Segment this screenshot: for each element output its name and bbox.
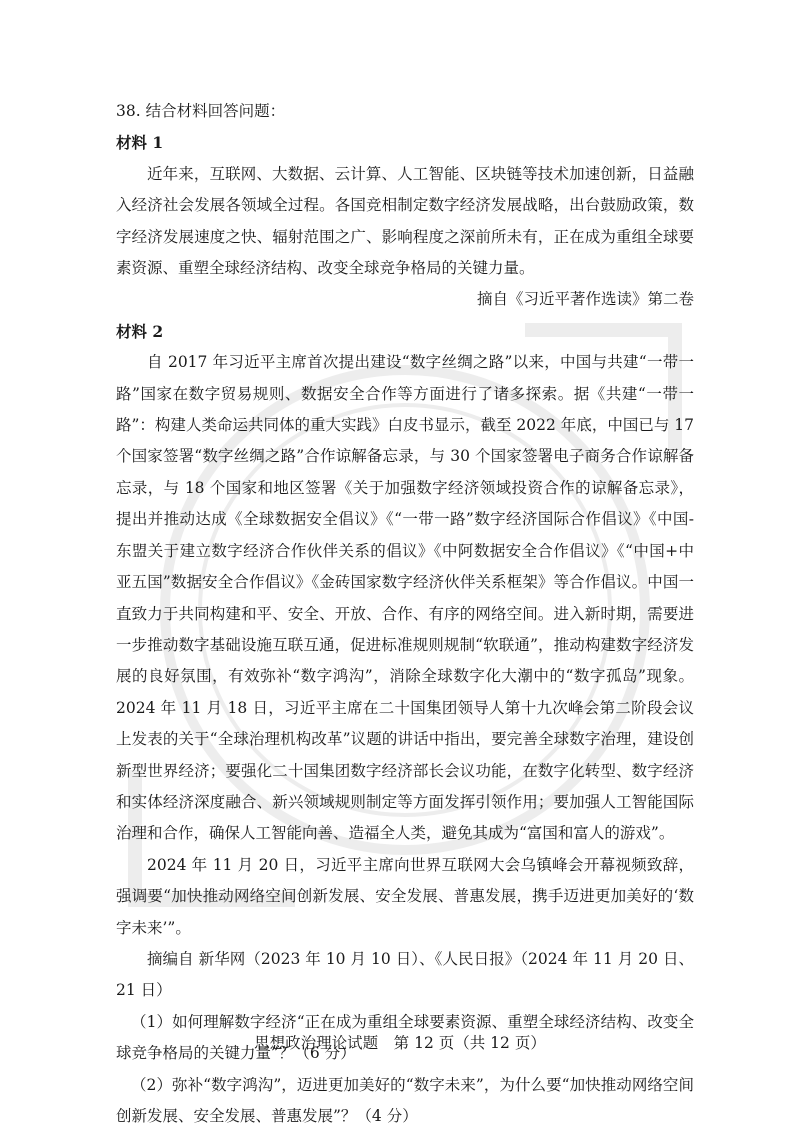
material1-source: 摘自《习近平著作选读》第二卷	[476, 290, 694, 309]
material2-paragraph-2: 2024 年 11 月 20 日，习近平主席向世界互联网大会乌镇峰会开幕视频致辞，强调要“加快推动网络空间创新发展、安全发展、普惠发展，携手迈进更加美好的‘数字未来’”。	[116, 855, 694, 937]
material1-paragraph: 近年来，互联网、大数据、云计算、人工智能、区块链等技术加速创新，日益融入经济社会发展各领域全过程。各国竞相制定数字经济发展战略，出台鼓励政策，数字经济发展速度之快、辐射范围之广、影响程度之深前所未有，正在成为重组全球要素资源、重塑全球经济结构、改变全球竞争格局的关键力量。	[116, 164, 694, 278]
question-1: （1）如何理解数字经济“正在成为重组全球要素资源、重塑全球经济结构、改变全球竞争格局的关键力量”？（6 分）	[116, 1012, 694, 1063]
page-footer: 思想政治理论试题 第 12 页（共 12 页）	[254, 1034, 546, 1052]
material2-label: 材料 2	[116, 321, 164, 341]
question-2: （2）弥补“数字鸿沟”，迈进更加美好的“数字未来”，为什么要“加快推动网络空间创新发展、安全发展、普惠发展”？（4 分）	[116, 1075, 694, 1125]
question-title: 38. 结合材料回答问题：	[116, 102, 286, 120]
material2-paragraph-1: 自 2017 年习近平主席首次提出建设“数字丝绸之路”以来，中国与共建“一带一路”国家在数字贸易规则、数据安全合作等方面进行了诸多探索。据《共建“一带一路”：构建人类命运共同体的重大实践》白皮书显示，截至 2022 年底，中国已与 17 个国家签署“数字丝绸之路”合作谅解备忘录，与 30 个国家签署电子商务合作谅解备忘录，与 18 个国家和地区签署《关于加强数字经济领域投资合作的谅解备忘录》，提出并推动达成《全球数据安全倡议》《“一带一路”数字经济国际合作倡议》《中国-东盟关于建立数字经济合作伙伴关系的倡议》《中阿数据安全合作倡议》《“中国+中亚五国”数据安全合作倡议》《金砖国家数字经济伙伴关系框架》等合作倡议。中国一直致力于共同构建和平、安全、开放、合作、有序的网络空间。进入新时期，需要进一步推动数字基础设施互联互通，促进标准规则规制“软联通”，推动构建数字经济发展的良好氛围，有效弥补“数字鸿沟”，消除全球数字化大潮中的“数字孤岛”现象。2024 年 11 月 18 日，习近平主席在二十国集团领导人第十九次峰会第二阶段会议上发表的关于“全球治理机构改革”议题的讲话中指出，要完善全球数字治理，建设创新型世界经济；要强化二十国集团数字经济部长会议功能，在数字化转型、数字经济和实体经济深度融合、新兴领域规则制定等方面发挥引领作用；要加强人工智能国际治理和合作，确保人工智能向善、造福全人类，避免其成为“富国和富人的游戏”。	[116, 353, 694, 843]
exam-content	[116, 96, 694, 1132]
material2-source: 摘编自 新华网（2023 年 10 月 10 日）、《人民日报》（2024 年 11 月 20 日、21 日）	[116, 949, 694, 1000]
material1-label: 材料 1	[116, 133, 164, 153]
